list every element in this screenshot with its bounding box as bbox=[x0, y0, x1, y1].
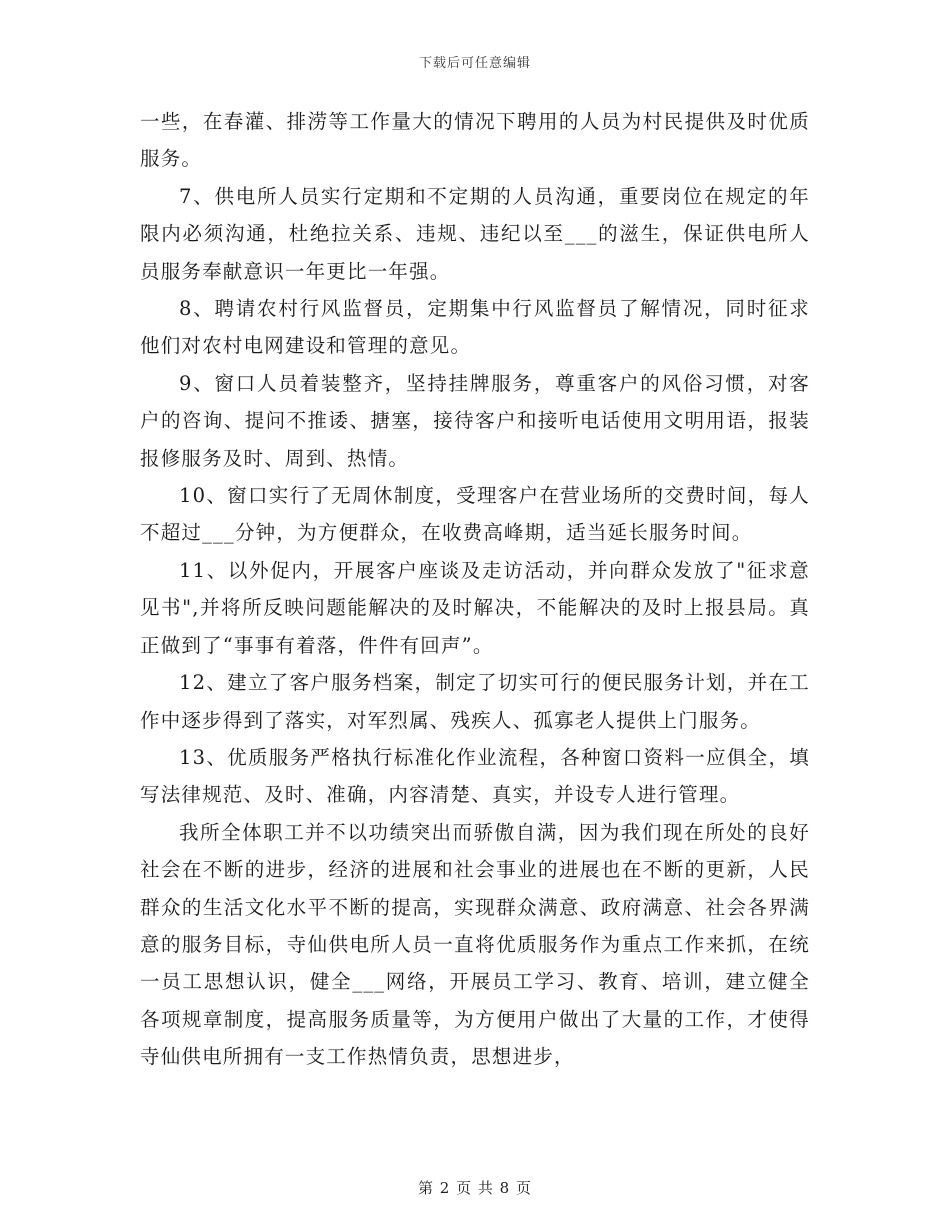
paragraph-item-13: 13、优质服务严格执行标准化作业流程，各种窗口资料一应俱全，填写法律规范、及时、准确，内容清楚、真实，并设专人进行管理。 bbox=[140, 745, 810, 807]
paragraph-item-7: 7、供电所人员实行定期和不定期的人员沟通，重要岗位在规定的年限内必须沟通，杜绝拉关系、违规、违纪以至___的滋生，保证供电所人员服务奉献意识一年更比一年强。 bbox=[140, 184, 810, 283]
paragraph-item-8: 8、聘请农村行风监督员，定期集中行风监督员了解情况，同时征求他们对农村电网建设和管理的意见。 bbox=[140, 297, 810, 358]
document-body bbox=[140, 103, 810, 1076]
page-header: 下载后可任意编辑 bbox=[418, 56, 531, 71]
page-number: 第 2 页 共 8 页 bbox=[418, 1179, 532, 1197]
paragraph-continuation: 一些，在春灌、排涝等工作量大的情况下聘用的人员为村民提供及时优质服务。 bbox=[140, 110, 810, 171]
paragraph-item-11: 11、以外促内，开展客户座谈及走访活动，并向群众发放了"征求意见书",并将所反映问题能解决的及时解决，不能解决的及时上报县局。真正做到了“事事有着落，件件有回声”。 bbox=[140, 558, 810, 657]
paragraph-summary: 我所全体职工并不以功绩突出而骄傲自满，因为我们现在所处的良好社会在不断的进步，经济的进展和社会事业的进展也在不断的更新，人民群众的生活文化水平不断的提高，实现群众满意、政府满意、社会各界满意的服务目标，寺仙供电所人员一直将优质服务作为重点工作来抓，在统一员工思想认识，健全___网络，开展员工学习、教育、培训，建立健全各项规章制度，提高服务质量等，为方便用户做出了大量的工作，才使得寺仙供电所拥有一支工作热情负责，思想进步， bbox=[140, 820, 810, 1069]
paragraph-item-12: 12、建立了客户服务档案，制定了切实可行的便民服务计划，并在工作中逐步得到了落实，对军烈属、残疾人、孤寡老人提供上门服务。 bbox=[140, 671, 810, 732]
paragraph-item-10: 10、窗口实行了无周休制度，受理客户在营业场所的交费时间，每人不超过___分钟，为方便群众，在收费高峰期，适当延长服务时间。 bbox=[140, 484, 810, 545]
paragraph-item-9: 9、窗口人员着装整齐，坚持挂牌服务，尊重客户的风俗习惯，对客户的咨询、提问不推诿、搪塞，接待客户和接听电话使用文明用语，报装报修服务及时、周到、热情。 bbox=[140, 371, 810, 470]
